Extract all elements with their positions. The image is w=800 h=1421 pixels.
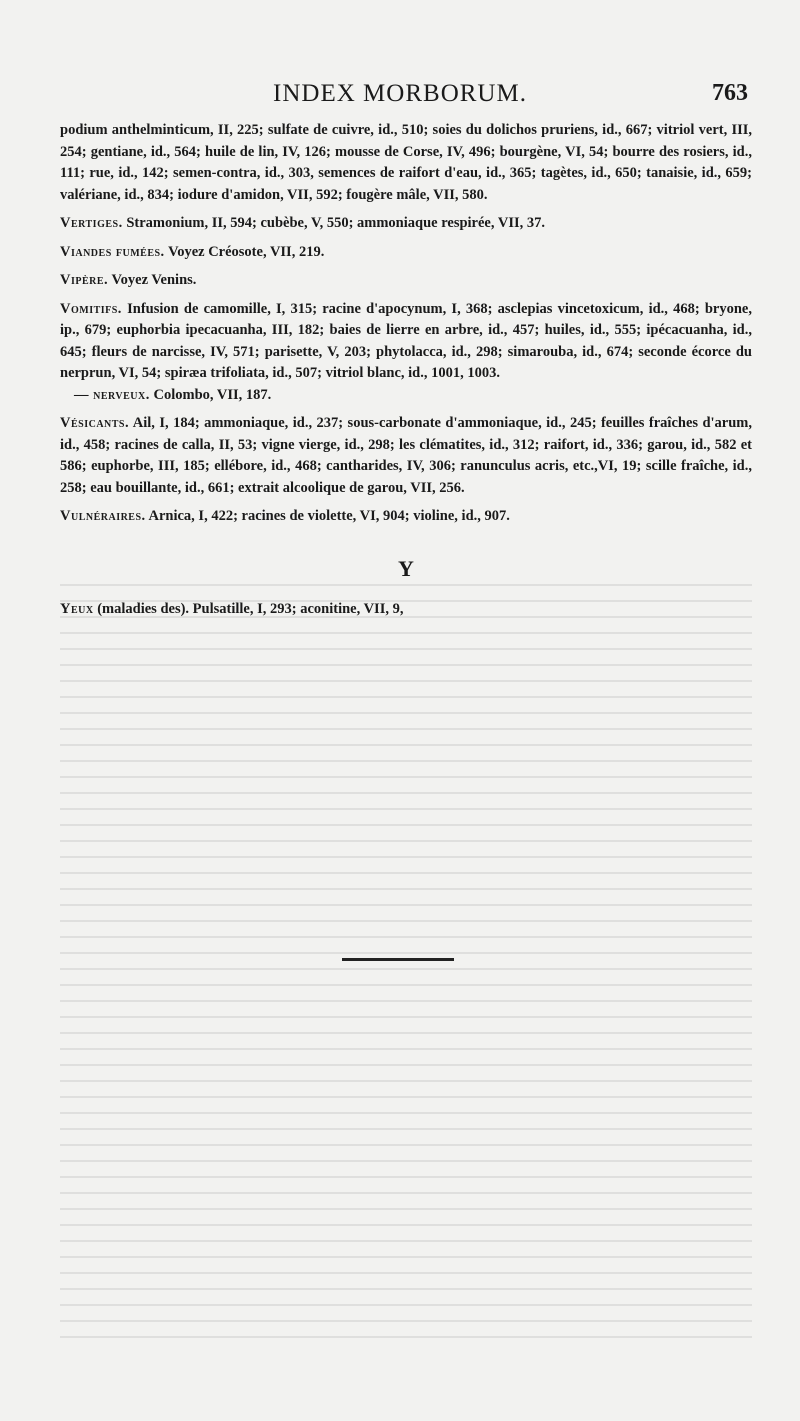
entry-text: Stramonium, II, 594; cubèbe, V, 550; ammoniaque respirée, VII, 37. [126, 215, 545, 231]
page-number: 763 [712, 80, 748, 106]
entry-text: Voyez Venins. [111, 272, 197, 288]
entry-text: (maladies des). Pulsatille, I, 293; aconitine, VII, 9, [97, 601, 404, 617]
entry-head: Vipère. [60, 272, 109, 288]
index-entry [60, 213, 752, 235]
end-rule [342, 958, 454, 961]
entry-text: Infusion de camomille, I, 315; racine d'apocynum, I, 368; asclepias vincetoxicum, id., 468; bryone, ip., 679; euphorbia ipecacuanha, III, 182; baies de lierre en arbre, id., 457; huiles, id., 555; ipécacuanha, id., 645; fleurs de narcisse, IV, 571; parisette, V, 203; phytolacca, id., 298; simarouba, id., 674; seconde écorce du nerprun, VI, 54; spiræa trifoliata, id., 507; vitriol blanc, id., 1001, 1003. [60, 300, 752, 381]
page-header [0, 80, 800, 116]
index-entry [60, 299, 752, 385]
entry-head: Viandes fumées. [60, 243, 165, 260]
index-entry [60, 599, 752, 621]
index-entry [60, 120, 752, 206]
index-entry [60, 506, 752, 528]
index-body [60, 120, 752, 628]
entry-head: Yeux [60, 601, 94, 617]
entry-text: Ail, I, 184; ammoniaque, id., 237; sous-carbonate d'ammoniaque, id., 245; feuilles fraîches d'arum, id., 458; racines de calla, II, 53; vigne vierge, id., 298; les clématites, id., 312; raifort, id., 336; garou, id., 582 et 586; euphorbe, III, 185; ellébore, id., 468; cantharides, IV, 306; ranunculus acris, etc.,VI, 19; scille fraîche, id., 258; eau bouillante, id., 661; extrait alcoolique de garou, VII, 256. [60, 415, 753, 496]
entry-text: podium anthelminticum, II, 225; sulfate de cuivre, id., 510; soies du dolichos pruriens, id., 667; vitriol vert, III, 254; gentiane, id., 564; huile de lin, IV, 126; mousse de Corse, IV, 496; bourgène, VI, 54; bourre des rosiers, id., 111; rue, id., 142; semen-contra, id., 303, semences de raifort d'eau, id., 365; tagètes, id., 650; tanaisie, id., 659; valériane, id., 834; iodure d'amidon, VII, 592; fougère mâle, VII, 580. [60, 122, 752, 203]
index-subentry [60, 385, 752, 407]
entry-head: Vertiges. [60, 215, 123, 231]
index-entry [60, 242, 752, 264]
entry-head: Vésicants. [60, 415, 130, 431]
entry-head: Vulnéraires. [60, 508, 146, 524]
entry-text: Voyez Créosote, VII, 219. [168, 243, 325, 260]
entry-text: Colombo, VII, 187. [153, 386, 272, 403]
entry-head: — nerveux. [74, 386, 150, 403]
entry-head: Vomitifs. [60, 300, 122, 317]
running-title: INDEX MORBORUM. [273, 80, 527, 107]
index-entry [60, 270, 752, 292]
section-letter: Y [398, 555, 414, 581]
entry-text: Arnica, I, 422; racines de violette, VI, 904; violine, id., 907. [148, 508, 510, 524]
index-entry [60, 413, 752, 499]
